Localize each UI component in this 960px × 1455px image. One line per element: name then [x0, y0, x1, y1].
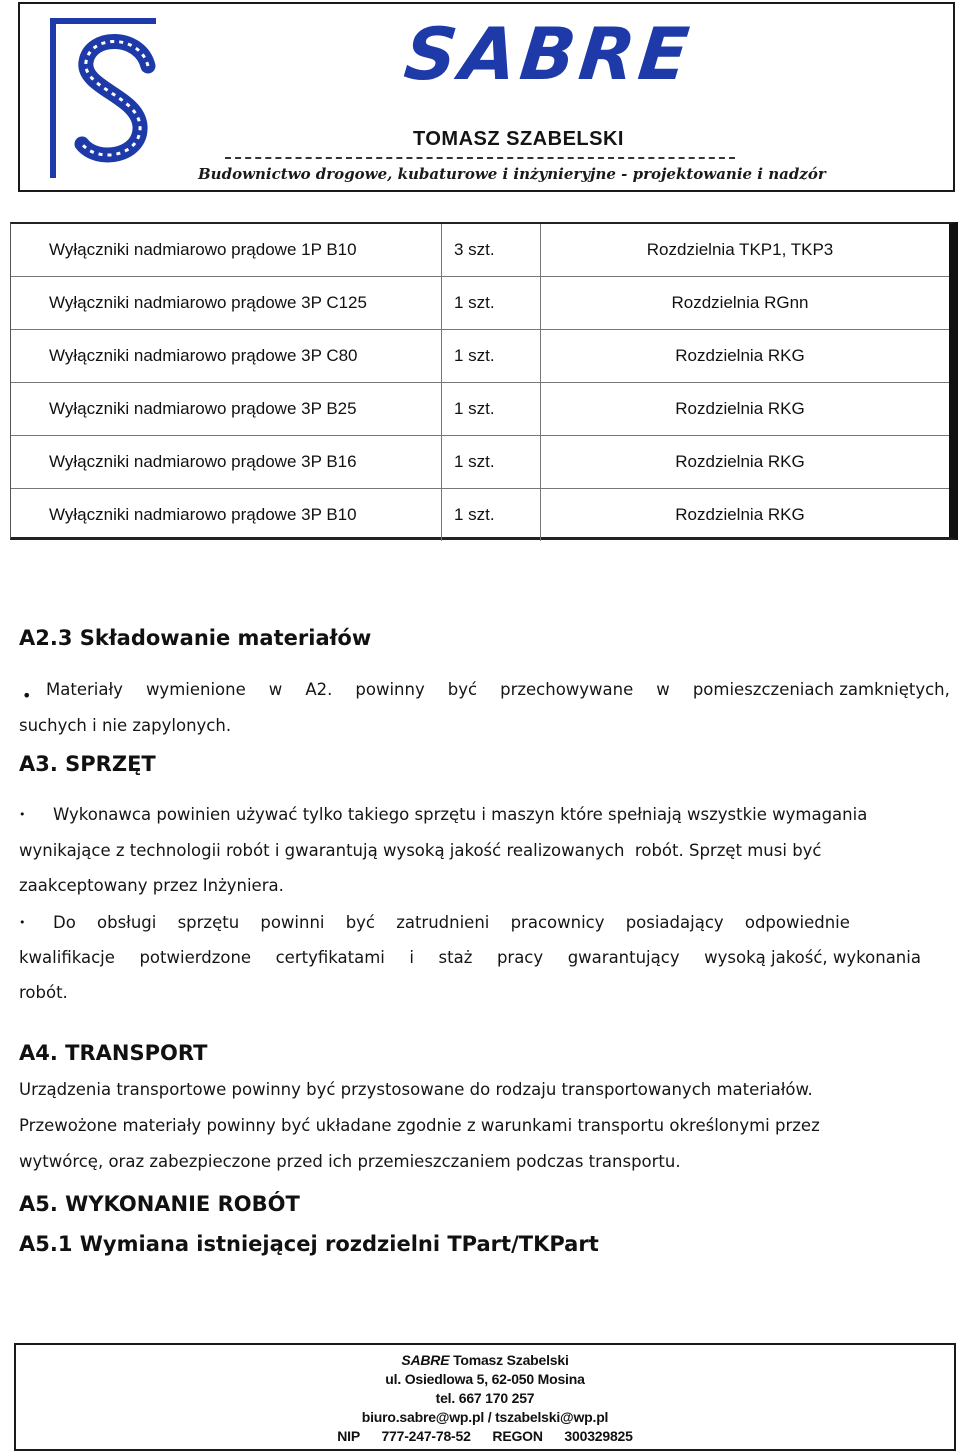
word: Materiały: [46, 680, 123, 699]
word: sprzętu: [177, 913, 240, 932]
footer-address: ul. Osiedlowa 5, 62-050 Mosina: [385, 1371, 585, 1387]
cell-location: Rozdzielnia RKG: [541, 436, 950, 489]
table-row: [11, 436, 949, 489]
a4-line3: wytwórcę, oraz zabezpieczone przed ich przemieszczaniem podczas transportu.: [19, 1152, 681, 1171]
cell-name: Wyłączniki nadmiarowo prądowe 3P C125: [11, 277, 442, 330]
a3-para1-line2: wynikające z technologii robót i gwarantują wysoką jakość realizowanych robót. Sprzęt musi być: [19, 841, 822, 860]
word: certyfikatami: [275, 948, 385, 967]
table-row: [11, 383, 949, 436]
word: zatrudnieni: [396, 913, 490, 932]
a3-para2-line2: [19, 948, 921, 967]
table-row: [11, 224, 949, 277]
a23-line2: suchych i nie zapylonych.: [19, 716, 232, 735]
word: gwarantujący: [567, 948, 680, 967]
table-row: [11, 277, 949, 330]
cell-name: Wyłączniki nadmiarowo prądowe 3P B10: [11, 489, 442, 542]
word: potwierdzone: [139, 948, 252, 967]
section-heading-a3: A3. SPRZĘT: [19, 752, 156, 776]
word: Do: [53, 913, 76, 932]
letterhead-footer: [14, 1343, 956, 1451]
a4-line1: Urządzenia transportowe powinny być przystosowane do rodzaju transportowanych materiałów.: [19, 1080, 813, 1099]
section-heading-a5: A5. WYKONANIE ROBÓT: [19, 1192, 300, 1216]
company-logo-icon: [20, 4, 188, 190]
cell-location: Rozdzielnia RKG: [675, 505, 805, 524]
word: wymienione: [145, 680, 246, 699]
word: w: [656, 680, 670, 699]
brand-logo-text: SABRE: [400, 12, 697, 96]
bullet-icon: •: [19, 916, 26, 929]
cell-qty: 1 szt.: [442, 277, 541, 330]
cell-qty: 1 szt.: [442, 330, 541, 383]
word: obsługi: [97, 913, 157, 932]
footer-nip: NIP 777-247-78-52: [337, 1428, 471, 1444]
word: odpowiednie: [744, 913, 850, 932]
cell-location: Rozdzielnia RGnn: [541, 277, 950, 330]
table-row: [11, 330, 949, 383]
table-row: [11, 489, 949, 542]
word: być: [447, 680, 478, 699]
word: być: [345, 913, 375, 932]
word: pomieszczeniach zamkniętych,: [692, 680, 950, 699]
a23-line1: [46, 680, 950, 699]
section-heading-a4: A4. TRANSPORT: [19, 1041, 208, 1065]
a3-para1-line1: Wykonawca powinien używać tylko takiego sprzętu i maszyn które spełniają wszystkie wymagania: [53, 805, 868, 824]
word: i: [409, 948, 414, 967]
section-subheading-a51: A5.1 Wymiana istniejącej rozdzielni TPart/TKPart: [19, 1232, 599, 1256]
cell-location: Rozdzielnia TKP1, TKP3: [541, 224, 950, 277]
bullet-icon: •: [22, 686, 32, 705]
a3-para2-line3: robót.: [19, 983, 68, 1002]
cell-qty: 1 szt.: [442, 489, 541, 542]
cell-qty: 3 szt.: [442, 224, 541, 277]
footer-registration: [16, 1427, 954, 1446]
cell-location: Rozdzielnia RKG: [541, 383, 950, 436]
a3-para1-line3: zaakceptowany przez Inżyniera.: [19, 876, 284, 895]
word: wysoką jakość, wykonania: [704, 948, 921, 967]
a4-line2: Przewożone materiały powinny być układane zgodnie z warunkami transportu określonymi przez: [19, 1116, 820, 1135]
footer-company: [16, 1351, 954, 1370]
header-divider: [225, 157, 735, 159]
letterhead: [18, 2, 955, 192]
cell-name: Wyłączniki nadmiarowo prądowe 3P B16: [11, 436, 442, 489]
cell-qty: 1 szt.: [442, 383, 541, 436]
footer-company-name: Tomasz Szabelski: [453, 1352, 569, 1368]
word: staż: [438, 948, 473, 967]
word: w: [268, 680, 283, 699]
word: A2.: [305, 680, 333, 699]
word: kwalifikacje: [19, 948, 115, 967]
footer-regon: REGON 300329825: [492, 1428, 633, 1444]
word: powinny: [355, 680, 425, 699]
cell-qty: 1 szt.: [442, 436, 541, 489]
owner-name: TOMASZ SZABELSKI: [413, 128, 624, 150]
section-heading-a23: A2.3 Składowanie materiałów: [19, 626, 372, 650]
word: pracy: [496, 948, 544, 967]
a3-para2-line1: [53, 913, 850, 932]
bullet-icon: •: [19, 808, 26, 821]
cell-name: Wyłączniki nadmiarowo prądowe 3P C80: [11, 330, 442, 383]
word: powinni: [260, 913, 325, 932]
word: posiadający: [625, 913, 724, 932]
footer-phone: tel. 667 170 257: [435, 1390, 535, 1406]
company-tagline: Budownictwo drogowe, kubaturowe i inżynieryjne - projektowanie i nadzór: [198, 165, 826, 183]
materials-table: [10, 222, 958, 540]
cell-name: Wyłączniki nadmiarowo prądowe 3P B25: [11, 383, 442, 436]
cell-location: Rozdzielnia RKG: [541, 330, 950, 383]
word: przechowywane: [500, 680, 634, 699]
footer-email: biuro.sabre@wp.pl / tszabelski@wp.pl: [361, 1409, 609, 1425]
cell-name: Wyłączniki nadmiarowo prądowe 1P B10: [11, 224, 442, 277]
word: pracownicy: [510, 913, 605, 932]
footer-brand: SABRE: [401, 1352, 450, 1368]
